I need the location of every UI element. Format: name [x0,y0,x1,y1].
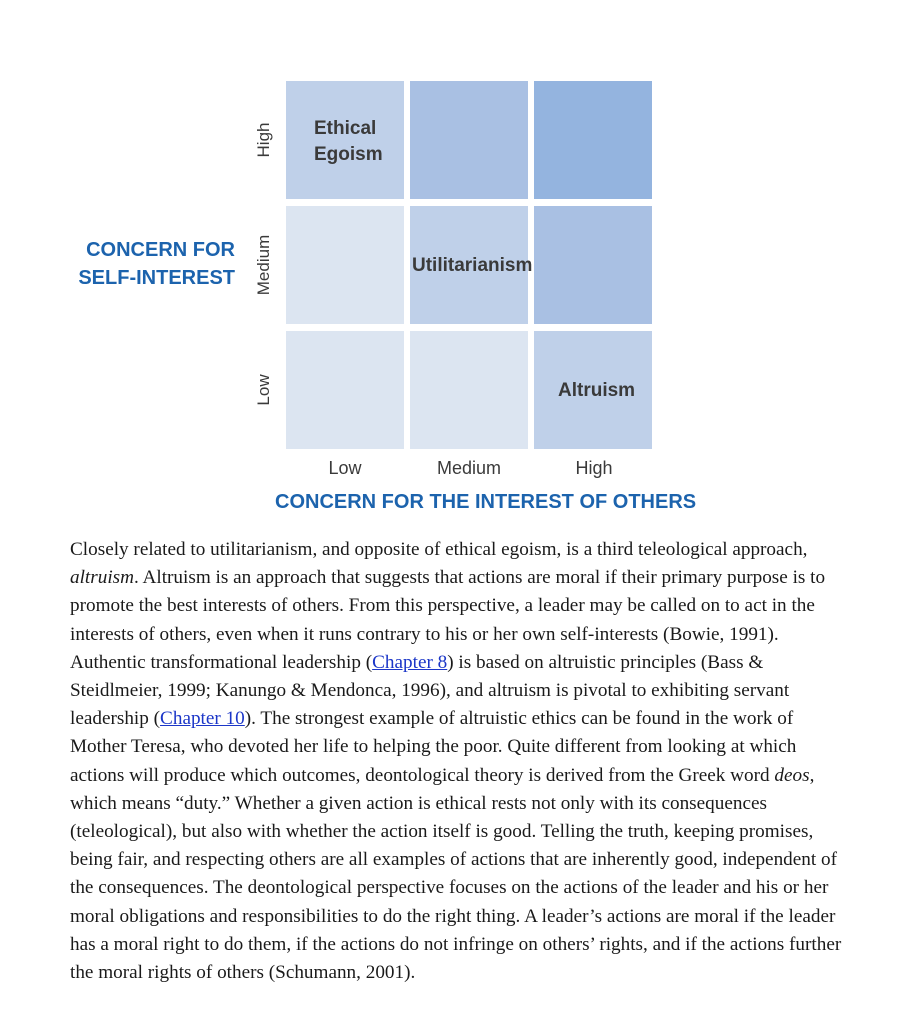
y-tick-high: High [254,122,273,158]
cell-medium-high [534,206,652,324]
cell-medium-low [286,206,404,324]
y-axis-title [78,236,235,292]
label-ethical-egoism-line1: Ethical [314,118,377,139]
x-tick-medium: Medium [436,458,502,478]
cell-high-high [534,81,652,199]
deos-term: deos [774,764,810,786]
body-text-5: , which means “duty.” Whether a given action is ethical rests not only with its consequences (teleological), but also with whether the action itself is good. Telling the truth, keeping promises, being fair, and respecting others are all examples of actions that are inherently good, independent of the consequences. The deontological perspective focuses on the actions of the leader and his or her moral obligations and responsibilities to do the right thing. A leader’s actions are moral if the leader has a moral right to do them, if the actions do not infringe on others’ rights, and if the actions further the moral rights of others (Schumann, 2001). [70,764,842,984]
y-tick-medium: Medium [254,234,273,296]
y-axis-title-line2: SELF-INTEREST [78,267,235,289]
body-text-3: ) is based on altruistic principles (Bass & Steidlmeier, 1999; Kanungo & Mendonca, 1996), and altruism is pivotal to exhibiting servant leadership ( [70,651,790,730]
cell-low-low [286,331,404,449]
label-utilitarianism: Utilitarianism [412,255,533,276]
x-axis-title: CONCERN FOR THE INTEREST OF OTHERS [275,491,697,513]
x-tick-high: High [575,458,613,478]
y-axis-title-line1: CONCERN FOR [86,239,235,261]
label-ethical-egoism [314,116,383,168]
label-altruism: Altruism [558,380,636,401]
y-tick-low: Low [254,374,273,406]
body-text-4: ). The strongest example of altruistic ethics can be found in the work of Mother Teresa, who devoted her life to helping the poor. Quite different from looking at which actions will produce which outcomes, deontological theory is derived from the Greek word [70,708,797,786]
cell-high-medium [410,81,528,199]
altruism-term: altruism [70,567,134,589]
label-ethical-egoism-line2: Egoism [314,144,383,165]
x-tick-low: Low [328,458,362,478]
body-text-2: . Altruism is an approach that suggests that actions are moral if their primary purpose is to promote the best interests of others. From this perspective, a leader may be called on to act in the interests of others, even when it runs contrary to his or her own self-interests (Bowie, 1991). Authentic transformational leadership ( [70,567,826,673]
cell-low-medium [410,331,528,449]
body-paragraph [70,536,850,987]
chapter-10-link[interactable]: Chapter 10 [160,708,245,730]
chapter-8-link[interactable]: Chapter 8 [372,651,448,673]
body-text-1: Closely related to utilitarianism, and opposite of ethical egoism, is a third teleological approach, [70,539,808,560]
